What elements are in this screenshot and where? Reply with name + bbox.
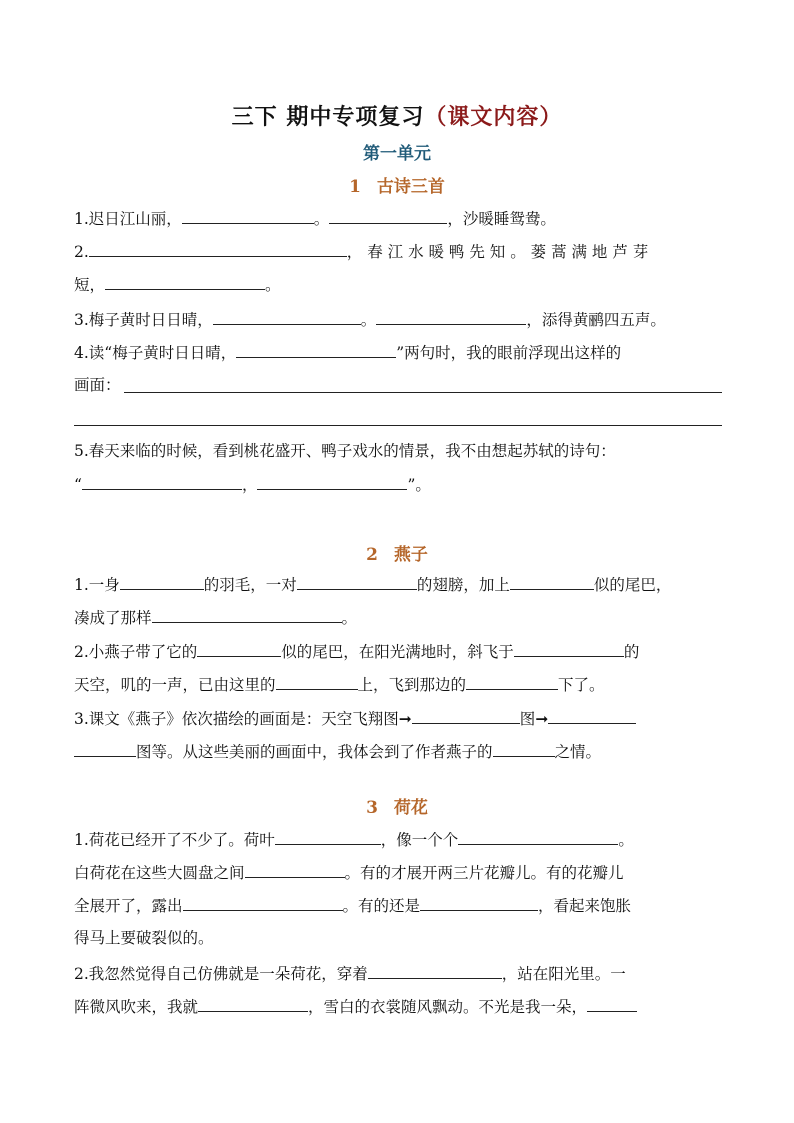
answer-line[interactable] [74,425,722,426]
lesson-3-heading [0,793,794,818]
title-main: 三下 期中专项复习 [231,104,425,130]
answer-blank[interactable] [213,308,361,325]
answer-line[interactable] [124,392,722,393]
answer-blank[interactable] [197,640,281,657]
answer-blank[interactable] [587,995,637,1012]
l2-q1: 1.一身 的羽毛，一对 的翅膀，加上 似的尾巴， [74,573,722,596]
l3-q2-cont: 阵微风吹来，我就 ，雪白的衣裳随风飘动。不光是我一朵， [74,995,722,1018]
answer-blank[interactable] [105,273,265,290]
answer-blank[interactable] [152,606,342,623]
lesson-name: 荷花 [393,798,428,818]
title-accent: （课文内容） [424,104,563,130]
answer-blank[interactable] [548,707,636,724]
l2-q2: 2.小燕子带了它的 似的尾巴，在阳光满地时，斜飞于 的 [74,640,722,663]
page-title [0,100,794,131]
l1-q2-cont: 短， 。 [74,273,722,296]
answer-blank[interactable] [74,740,136,757]
lesson-name: 燕子 [393,545,428,565]
answer-blank[interactable] [420,894,538,911]
lesson-name: 古诗三首 [376,177,445,197]
l1-q5: 5.春天来临的时候，看到桃花盛开、鸭子戏水的情景，我不由想起苏轼的诗句： [74,442,616,460]
l3-q2: 2.我忽然觉得自己仿佛就是一朵荷花，穿着 ，站在阳光里。一 [74,962,722,985]
lesson-1-heading [0,172,794,197]
answer-blank[interactable] [236,341,396,358]
l3-q1-cont3: 得马上要破裂似的。 [74,929,214,947]
lesson-number: 1 [349,177,361,197]
l1-q3: 3.梅子黄时日日晴， 。 ，添得黄鹂四五声。 [74,308,722,331]
l1-q2: 2. ， 春 江 水 暖 鸭 先 知 。 蒌 蒿 满 地 芦 芽 [74,240,722,263]
l1-q5-cont: “ ， ”。 [74,473,722,496]
arrow-right-icon: ➞ [535,710,549,728]
answer-blank[interactable] [514,640,624,657]
l1-q1: 1.迟日江山丽， 。 ，沙暖睡鸳鸯。 [74,207,722,230]
answer-blank[interactable] [82,473,242,490]
answer-blank[interactable] [245,861,345,878]
answer-blank[interactable] [198,995,308,1012]
answer-blank[interactable] [120,573,204,590]
answer-blank[interactable] [493,740,555,757]
l3-q1: 1.荷花已经开了不少了。荷叶 ，像一个个 。 [74,828,722,851]
answer-blank[interactable] [257,473,407,490]
answer-blank[interactable] [183,894,343,911]
l3-q1-cont1: 白荷花在这些大圆盘之间 。有的才展开两三片花瓣儿。有的花瓣儿 [74,861,722,884]
l2-q3: 3.课文《燕子》依次描绘的画面是：天空飞翔图➞ 图➞ [74,707,722,730]
arrow-right-icon: ➞ [398,710,412,728]
l1-q4-cont: 画面： [74,376,121,394]
answer-blank[interactable] [412,707,520,724]
answer-blank[interactable] [89,240,347,257]
answer-blank[interactable] [182,207,314,224]
l2-q3-cont: 图等。从这些美丽的画面中，我体会到了作者燕子的 之情。 [74,740,722,763]
l2-q1-cont: 凑成了那样 。 [74,606,722,629]
answer-blank[interactable] [276,673,358,690]
answer-blank[interactable] [466,673,558,690]
lesson-2-heading [0,540,794,565]
answer-blank[interactable] [510,573,594,590]
answer-blank[interactable] [368,962,502,979]
answer-blank[interactable] [376,308,526,325]
answer-blank[interactable] [458,828,618,845]
answer-blank[interactable] [275,828,381,845]
l3-q1-cont2: 全展开了，露出 。有的还是 ，看起来饱胀 [74,894,722,917]
l1-q4: 4.读“梅子黄时日日晴， ”两句时，我的眼前浮现出这样的 [74,341,722,364]
l2-q2-cont: 天空，叽的一声，已由这里的 上，飞到那边的 下了。 [74,673,722,696]
answer-blank[interactable] [329,207,447,224]
unit-heading: 第一单元 [363,144,431,164]
lesson-number: 2 [366,545,378,565]
answer-blank[interactable] [297,573,417,590]
lesson-number: 3 [366,798,378,818]
